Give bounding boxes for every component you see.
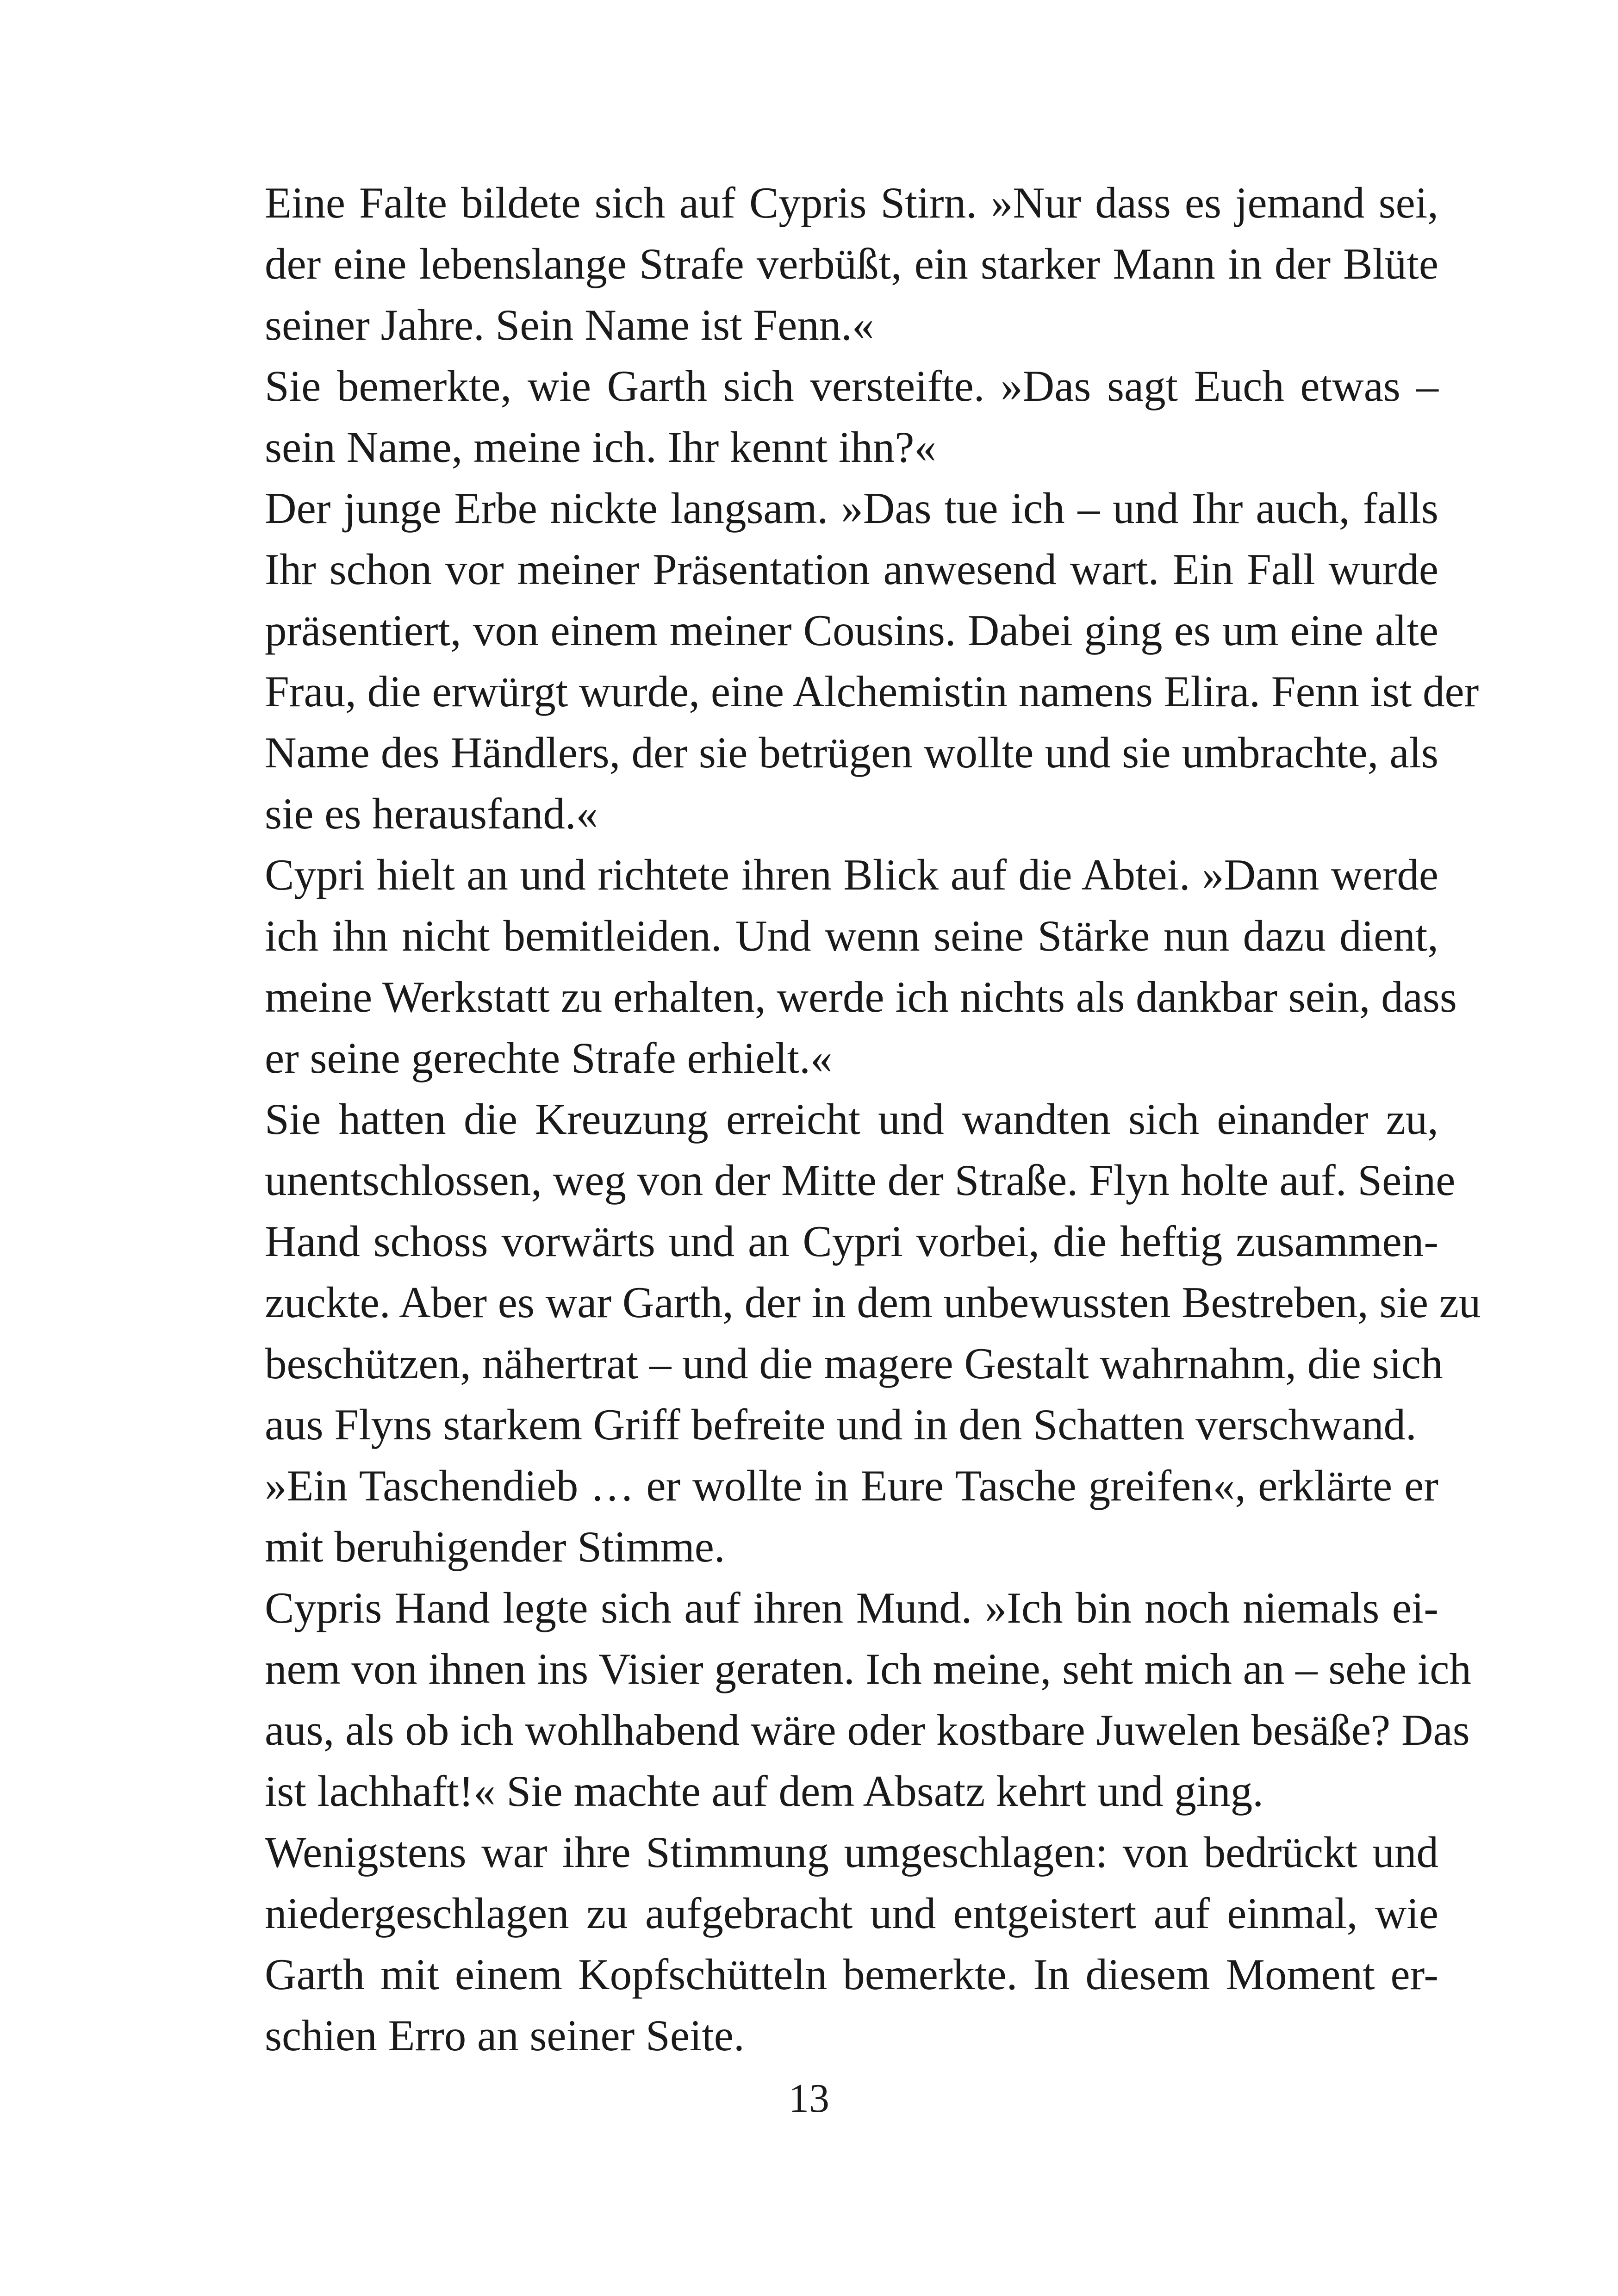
text-line: unentschlossen, weg von der Mitte der Straße. Flyn holte auf. Seine (265, 1156, 1456, 1205)
paragraph (207, 844, 1457, 1089)
text-line: Frau, die erwürgt wurde, eine Alchemistin namens Elira. Fenn ist der (265, 667, 1479, 716)
text-line: Der junge Erbe nickte langsam. »Das tue ich – und Ihr auch, falls (265, 484, 1438, 533)
text-line: der eine lebenslange Strafe verbüßt, ein starker Mann in der Blüte (265, 239, 1438, 288)
text-line: Sie bemerkte, wie Garth sich versteifte. »Das sagt Euch etwas – (265, 361, 1438, 411)
text-line: Ihr schon vor meiner Präsentation anwesend wart. Ein Fall wurde (265, 545, 1438, 594)
paragraph (207, 172, 1438, 355)
text-line: Wenigstens war ihre Stimmung umgeschlagen: von bedrückt und (265, 1828, 1438, 1877)
text-line: meine Werkstatt zu erhalten, werde ich nichts als dankbar sein, dass (265, 972, 1457, 1021)
text-line: aus, als ob ich wohlhabend wäre oder kostbare Juwelen besäße? Das (265, 1705, 1470, 1755)
text-line: er seine gerechte Strafe erhielt.« (265, 1033, 833, 1083)
page-number: 13 (789, 2076, 829, 2121)
text-line: Eine Falte bildete sich auf Cypris Stirn. »Nur dass es jemand sei, (265, 178, 1438, 227)
text-line: Name des Händlers, der sie betrügen wollte und sie umbrachte, als (265, 728, 1438, 777)
text-line: nem von ihnen ins Visier geraten. Ich meine, seht mich an – sehe ich (265, 1644, 1471, 1693)
text-line: sein Name, meine ich. Ihr kennt ihn?« (265, 423, 936, 472)
text-line: seiner Jahre. Sein Name ist Fenn.« (265, 300, 874, 349)
text-line: schien Erro an seiner Seite. (265, 2011, 745, 2060)
text-line: Garth mit einem Kopfschütteln bemerkte. In diesem Moment er- (265, 1950, 1438, 1999)
paragraph (207, 1822, 1438, 2066)
text-line: präsentiert, von einem meiner Cousins. Dabei ging es um eine alte (265, 606, 1438, 655)
paragraph (207, 1089, 1481, 1455)
text-line: Hand schoss vorwärts und an Cypri vorbei, die heftig zusammen- (265, 1217, 1438, 1266)
text-line: Cypris Hand legte sich auf ihren Mund. »Ich bin noch niemals ei- (265, 1583, 1438, 1632)
text-line: beschützen, nähertrat – und die magere Gestalt wahrnahm, die sich (265, 1339, 1443, 1388)
paragraph (207, 1455, 1438, 1577)
paragraph (207, 355, 1438, 478)
text-line: Sie hatten die Kreuzung erreicht und wandten sich einander zu, (265, 1095, 1438, 1144)
body-text (207, 172, 1481, 2066)
text-line: Cypri hielt an und richtete ihren Blick auf die Abtei. »Dann werde (265, 850, 1438, 899)
text-line: niedergeschlagen zu aufgebracht und entgeistert auf einmal, wie (265, 1889, 1438, 1938)
text-line: sie es herausfand.« (265, 789, 598, 838)
text-line: »Ein Taschendieb … er wollte in Eure Tasche greifen«, erklärte er (265, 1461, 1438, 1510)
paragraph (207, 1577, 1471, 1822)
text-line: aus Flyns starkem Griff befreite und in den Schatten verschwand. (265, 1400, 1417, 1449)
text-line: zuckte. Aber es war Garth, der in dem unbewussten Bestreben, sie zu (265, 1278, 1481, 1327)
text-line: ich ihn nicht bemitleiden. Und wenn seine Stärke nun dazu dient, (265, 911, 1438, 960)
text-line: mit beruhigender Stimme. (265, 1522, 725, 1571)
text-line: ist lachhaft!« Sie machte auf dem Absatz kehrt und ging. (265, 1767, 1264, 1816)
paragraph (207, 478, 1479, 844)
